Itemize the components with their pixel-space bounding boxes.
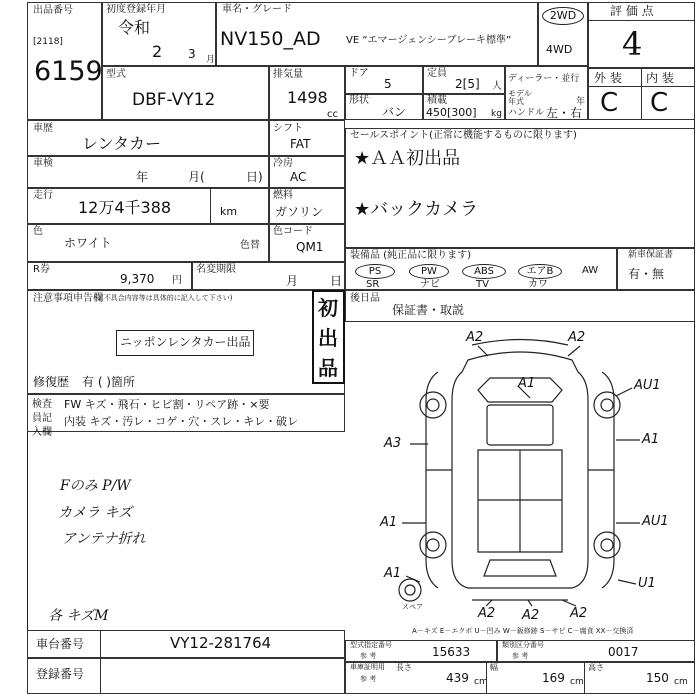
after-parts: 保証書・取説 [392,303,465,317]
repair: 有 ( )箇所 [82,375,135,389]
inspection-month: 月( [188,170,205,184]
score-label: 評 価 点 [610,4,654,18]
equipment-label: 装備品 (純正品に限ります) [350,250,471,261]
displacement-label: 排気量 [273,69,303,80]
recycle-label: R券 [33,264,50,275]
interior-grade: C [650,88,669,118]
warranty: 有・無 [628,267,665,281]
length-label: 長さ [396,663,412,672]
era: 令和 [118,18,151,37]
warranty-label: 新車保証書 [628,250,674,260]
diag-label-a2-rm: A2 [522,608,540,623]
model-label: 型式 [106,69,126,80]
inspection-year: 年 [136,170,149,184]
notes-stamp: ニッポンレンタカー出品 [120,335,251,349]
exterior-label: 外 装 [594,71,622,85]
repaint-label: 色替 [240,240,260,251]
hand-note-2: カメラ キズ [58,505,133,521]
model-year-label: モデル年式 [508,89,532,106]
shift-label: シフト [273,123,303,134]
reg-month: 3 [188,47,196,61]
cert-ref: 参 考 [360,675,377,683]
load-label: 積載 [427,95,447,106]
doors-label: ドア [349,68,369,79]
diag-label-a1-r1: A1 [642,432,660,447]
diag-label-a2-fr: A2 [568,330,586,345]
load-unit: kg [491,109,502,119]
grade: VE “エマージェンシーブレーキ標準” [346,35,512,46]
class-ref: 参 考 [512,652,529,660]
inspector-row1: FW キズ・飛石・ヒビ割・リペア跡・×要 [64,398,270,411]
inspector-label: 検査員記入欄 [32,399,52,438]
width: 169 [542,671,565,685]
sales-point-1: ★ＡＡ初出品 [354,148,461,169]
car-name-label: 車名・グレード [222,4,292,15]
equip-sr: SR [366,279,380,290]
capacity: 2[5] [455,77,480,91]
cert-label: 車庫証明用 [350,663,385,671]
meikyou-day: 日 [330,274,343,288]
color: ホワイト [64,236,112,250]
mileage-label: 走行 [33,190,53,201]
first-reg-label: 初度登録年月 [106,4,166,15]
fuel: ガソリン [275,205,324,219]
after-parts-label: 後日品 [350,293,380,304]
model: DBF-VY12 [132,90,216,110]
diag-label-a1-l: A1 [380,515,398,530]
diag-label-u1-r: U1 [638,576,656,591]
equip-leather: カワ [528,279,548,290]
length: 439 [446,671,469,685]
diag-label-a2-fl: A2 [466,330,484,345]
fuel-label: 燃料 [273,190,293,201]
diag-label-a3-l: A3 [384,436,402,451]
height-label: 高さ [588,663,604,672]
lot-number: 6159 [34,56,103,87]
handle: 左・右 [546,106,583,120]
displacement: 1498 [287,88,328,107]
equip-ps: PS [355,264,395,279]
inspection-label: 車検 [33,158,53,169]
recycle: 9,370 [120,272,155,286]
equip-tv: TV [476,279,489,290]
shape-label: 形状 [349,95,369,106]
history: レンタカー [82,134,161,153]
height: 150 [646,671,669,685]
cert-div-2 [584,662,585,694]
width-unit: cm [570,677,584,687]
class-number: 0017 [608,645,639,659]
length-unit: cm [474,677,488,687]
chassis-number: VY12-281764 [170,634,272,652]
width-label: 幅 [490,663,498,672]
reg-label: 登録番号 [36,667,85,681]
height-unit: cm [674,677,688,687]
diag-label-a2-rr: A2 [570,606,588,621]
lot-sub: [2118] [33,37,63,47]
equip-pw: PW [409,264,449,279]
car-name: NV150_AD [220,28,321,50]
recycle-unit: 円 [172,275,182,286]
model-year-unit: 年 [576,97,586,107]
interior-label: 内 装 [646,71,674,85]
ac-label: 冷房 [273,158,293,169]
displacement-unit: cc [327,109,338,120]
dealer-label: ディーラー・並行 [508,74,580,84]
color-code-label: 色コード [273,226,313,237]
capacity-label: 定員 [427,68,447,79]
capacity-unit: 人 [492,81,502,92]
first-stamp-1: 初 [318,296,338,320]
shift: FAT [290,137,311,151]
diag-label-a1-spare: A1 [384,566,402,581]
sales-points-label: セールスポイント(正常に機能するものに限ります) [350,130,577,141]
sales-point-2: ★バックカメラ [354,199,479,220]
ac: AC [290,170,307,184]
meikyou-month: 月 [286,274,299,288]
spare-label: スペア [402,603,423,611]
lot-label: 出品番号 [33,5,73,16]
equip-navi: ナビ [420,279,440,290]
hand-note-4: 各 キズM [48,608,109,624]
reg-year: 2 [152,42,163,61]
equip-abs: ABS [462,264,506,279]
meikyou-label: 名変期限 [196,264,236,275]
notes-sub: (不具合内容等は具体的に記入して下さい) [101,294,233,302]
hand-note-3: アンテナ折れ [62,531,146,547]
diag-label-au1-r1: AU1 [634,378,661,393]
repair-label: 修復歴 [33,375,70,389]
diag-label-a2-rl: A2 [478,606,496,621]
doors: 5 [384,77,392,91]
history-label: 車歴 [33,123,53,134]
diag-label-a1-roof: A1 [518,376,536,391]
mileage: 12万4千388 [78,198,172,217]
equip-aw: AW [582,265,599,276]
first-stamp-2: 出 [318,326,338,350]
class-label: 類別区分番号 [502,641,544,649]
color-label: 色 [33,226,43,237]
type-cert-ref: 参 考 [360,652,377,660]
shape: バン [382,105,407,119]
exterior-grade: C [600,88,619,118]
equip-airbag: エアB [518,264,562,279]
color-code: QM1 [296,240,324,254]
diag-label-au1-r2: AU1 [642,514,669,529]
hand-note-1: Fのみ P/W [60,478,131,494]
load: 450[300] [426,106,477,119]
damage-legend: A－キズ E－エクボ U－凹み W－鈑修跡 S－サビ C－腐食 XX－交換済 [412,627,634,635]
drive-2wd: 2WD [542,7,584,25]
mileage-unit: km [220,205,238,218]
chassis-label: 車台番号 [36,637,85,651]
reg-month-unit: 月 [206,55,216,65]
cert-div-1 [486,662,487,694]
score: 4 [622,25,643,63]
handle-label: ハンドル [508,108,545,118]
inspection-day: 日) [246,170,263,184]
type-cert-label: 型式指定番号 [350,641,392,649]
inspector-row2: 内装 キズ・汚レ・コゲ・穴・スレ・キレ・破レ [64,415,299,428]
notes-label: 注意事項申告欄 [33,293,103,304]
first-stamp-3: 品 [318,356,338,380]
drive-4wd: 4WD [546,43,573,56]
type-cert: 15633 [432,645,471,659]
